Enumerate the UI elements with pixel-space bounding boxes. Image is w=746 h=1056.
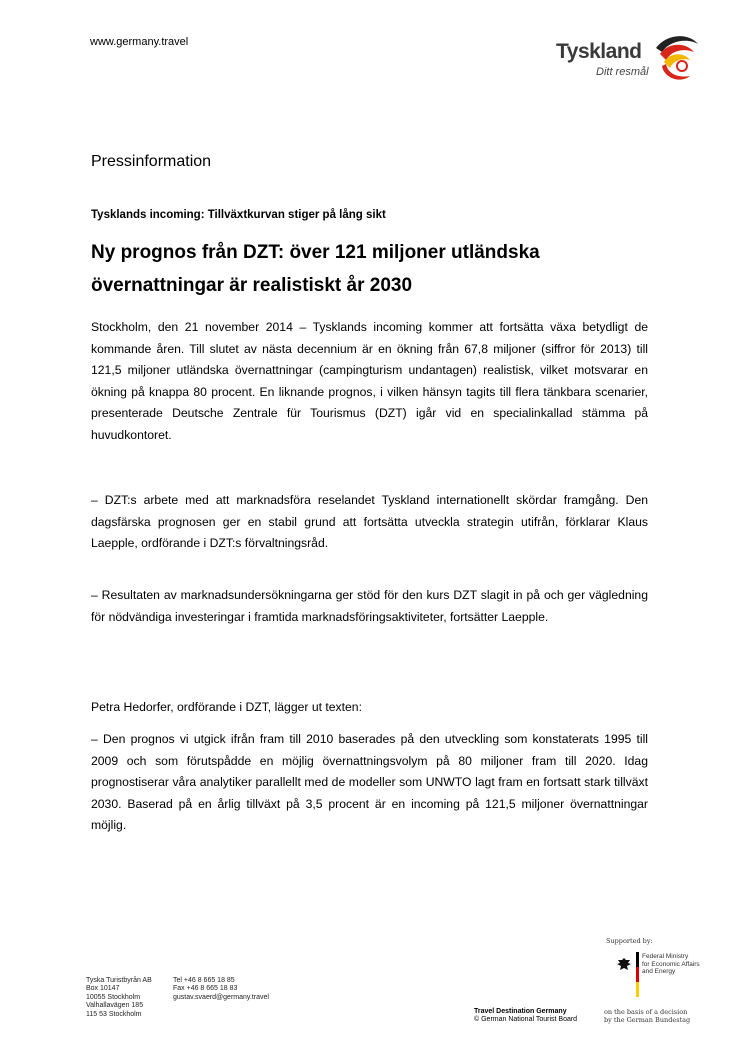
- federal-eagle-icon: [616, 956, 632, 972]
- press-label: Pressinformation: [91, 153, 212, 170]
- ministry-line: for Economic Affairs: [642, 960, 700, 968]
- address-line: Valhallavägen 185: [86, 1002, 144, 1010]
- tyskland-logo: [556, 30, 696, 90]
- logo-tagline: Ditt resmål: [596, 66, 649, 78]
- address-line: Box 10147: [86, 985, 120, 993]
- body-paragraph-4: Petra Hedorfer, ordförande i DZT, lägger ut texten:: [91, 700, 362, 714]
- body-paragraph-2: – DZT:s arbete med att marknadsföra reselandet Tyskland internationellt skördar framgång. Den dagsfärska prognosen ger en stabil grund att fortsätta utveckla strategin utifrån, förklarar Klaus Laepple, ordförande i DZT:s förvaltningsråd.: [91, 493, 648, 550]
- footer-contact: [173, 977, 269, 1002]
- body-paragraph-5: – Den prognos vi utgick ifrån fram till 2010 baserades på den utveckling som konstaterats 1995 till 2009 och som förutspådde en möjlig övernattningsvolym på 80 miljoner fram till 2020. Idag prognostiserar våra analytiker parallellt med de modeller som UNWTO lagt fram en fortsatt stark tillväxt 2030. Baserad på en årlig tillväxt på 3,5 procent är en incoming på 121,5 miljoner övernattningar möjlig.: [91, 732, 648, 832]
- decision-line: on the basis of a decision: [604, 1008, 688, 1016]
- footer-address: [86, 977, 152, 1019]
- email-link[interactable]: gustav.svaerd@germany.travel: [173, 993, 269, 1001]
- website-url[interactable]: www.germany.travel: [90, 36, 189, 48]
- phone: Tel +46 8 665 18 85: [173, 977, 235, 984]
- tdg-block: [474, 1008, 577, 1025]
- address-line: Tyska Turistbyrån AB: [86, 977, 152, 984]
- subheading: Tysklands incoming: Tillväxtkurvan stiger på lång sikt: [91, 209, 386, 221]
- supported-by-label: Supported by:: [606, 937, 653, 945]
- ministry-line: Federal Ministry: [642, 953, 689, 960]
- tdg-subtitle: © German National Tourist Board: [474, 1016, 578, 1024]
- bundestag-decision: [604, 1008, 690, 1024]
- fax: Fax +46 8 665 18 83: [173, 985, 238, 993]
- ministry-line: and Energy: [642, 968, 676, 976]
- address-line: 115 53 Stockholm: [86, 1010, 142, 1018]
- body-paragraph-1: Stockholm, den 21 november 2014 – Tysklands incoming kommer att fortsätta växa betydligt de kommande åren. Till slutet av nästa decennium är en ökning från 67,8 miljoner (siffror för 2013) till 121,5 miljoner utländska övernattningar (campingturism undantagen) realistisk, vilket motsvarar en ökning på knappa 80 procent. En liknande prognos, i vilken hänsyn tagits till flera tänkbara scenarier, presenterade Deutsche Zentrale für Tourismus (DZT) igår vid en specialinkallad stämma på huvudkontoret.: [91, 320, 648, 442]
- ministry-name: [642, 953, 700, 976]
- body-paragraph-3: – Resultaten av marknadsundersökningarna ger stöd för den kurs DZT slagit in på och ger vägledning för nödvändiga investeringar i framtida marknadsföringsaktiviteter, fortsätter Laepple.: [91, 588, 648, 624]
- swirl-logo-icon: [652, 32, 700, 84]
- german-flag-bar: [636, 952, 639, 997]
- logo-name: Tyskland: [556, 40, 642, 63]
- decision-line: by the German Bundestag: [604, 1016, 691, 1024]
- tdg-title: Travel Destination Germany: [474, 1008, 567, 1015]
- address-line: 10055 Stockholm: [86, 993, 141, 1001]
- headline: Ny prognos från DZT: över 121 miljoner utländska övernattningar är realistiskt år 2030: [91, 242, 540, 296]
